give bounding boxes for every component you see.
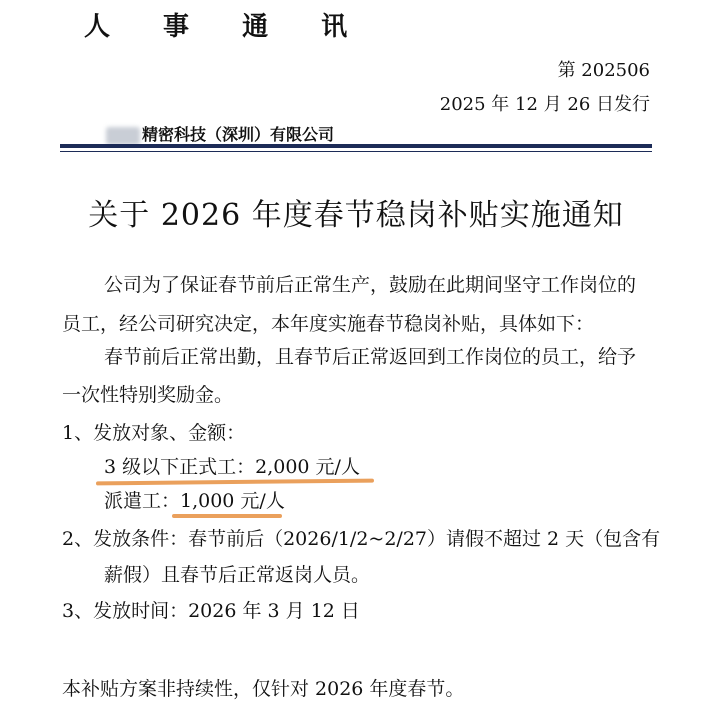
company-prefix-partial: 精密 <box>142 125 175 144</box>
paragraph2-line-2: 一次性特别奖励金。 <box>62 384 234 406</box>
company-suffix: 科技（深圳）有限公司 <box>174 125 335 144</box>
section1-item-regular-staff: 3 级以下正式工：2,000 元/人 <box>104 456 360 478</box>
company-name <box>106 122 334 145</box>
section2-line-2: 薪假）且春节后正常返岗人员。 <box>104 564 371 586</box>
header-rule-thin <box>60 151 652 152</box>
footnote: 本补贴方案非持续性，仅针对 2026 年度春节。 <box>62 678 465 700</box>
intro-line-1: 公司为了保证春节前后正常生产，鼓励在此期间坚守工作岗位的 <box>104 274 637 296</box>
section3: 3、发放时间：2026 年 3 月 12 日 <box>62 600 360 622</box>
issue-number: 第 202506 <box>557 60 650 81</box>
intro-line-2: 员工，经公司研究决定，本年度实施春节稳岗补贴，具体如下： <box>62 313 595 335</box>
paragraph2-line-1: 春节前后正常出勤，且春节后正常返回到工作岗位的员工，给予 <box>104 346 637 368</box>
highlight-underline-2 <box>172 514 282 518</box>
section1-title: 1、发放对象、金额： <box>62 422 246 444</box>
header-rule-thick <box>60 144 652 148</box>
section2-line-1: 2、发放条件：春节前后（2026/1/2~2/27）请假不超过 2 天（包含有 <box>62 528 661 550</box>
redacted-company-prefix <box>106 127 140 145</box>
issue-date: 2025 年 12 月 26 日发行 <box>439 94 650 115</box>
newsletter-title: 人 事 通 讯 <box>84 12 370 42</box>
notice-title: 关于 2026 年度春节稳岗补贴实施通知 <box>88 198 624 233</box>
section1-item-dispatch-staff: 派遣工：1,000 元/人 <box>104 490 285 512</box>
